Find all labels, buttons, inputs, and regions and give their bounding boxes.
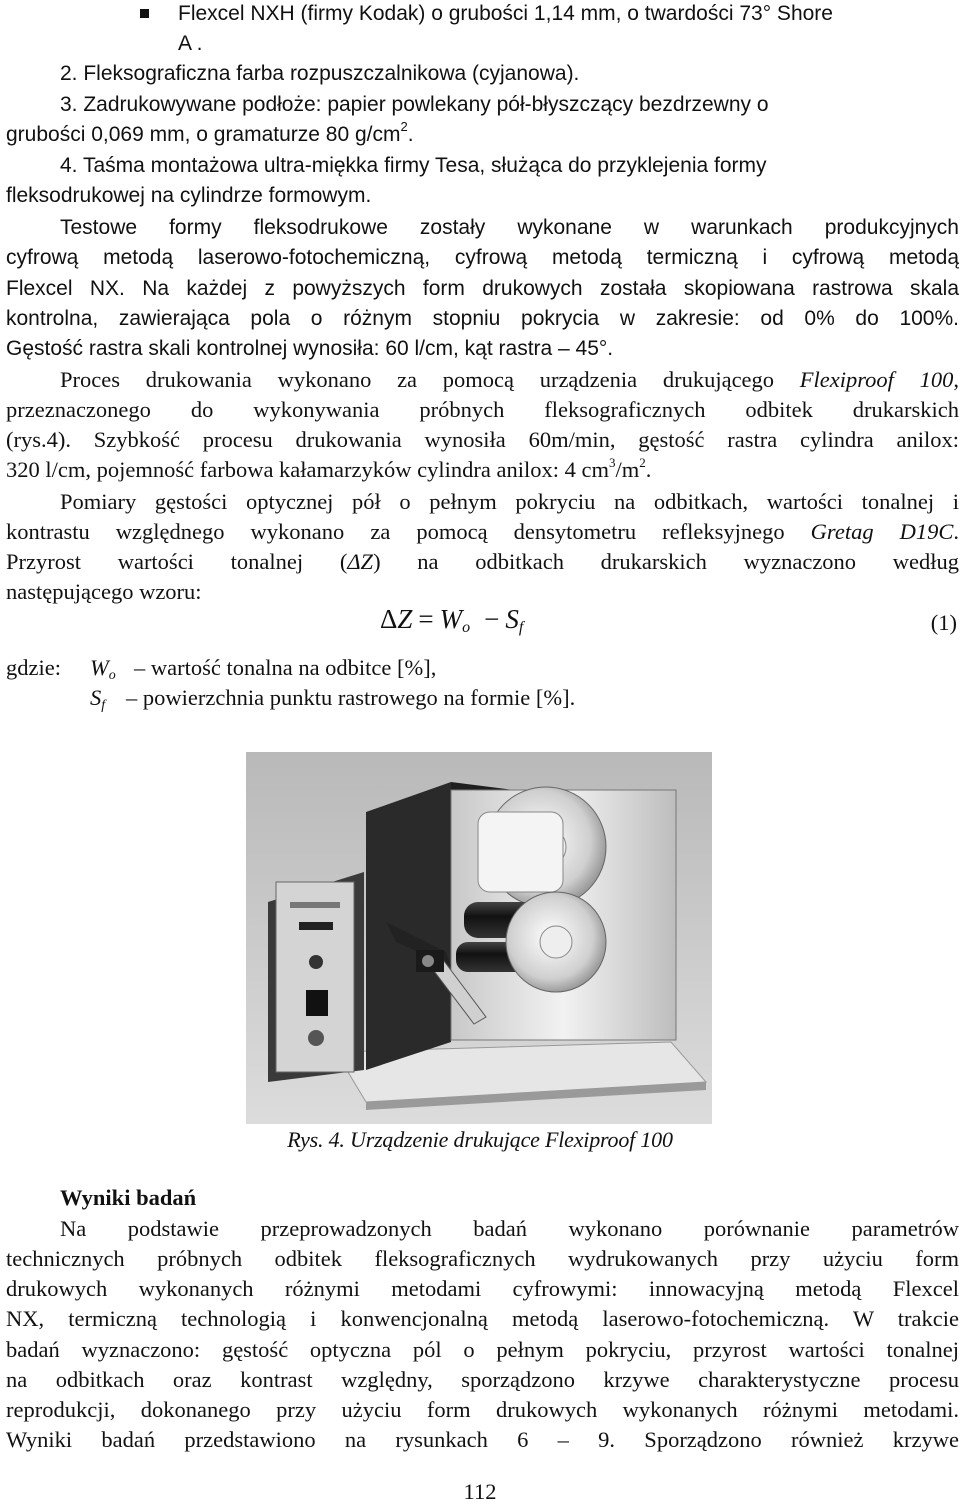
paragraph-line: na odbitkach oraz kontrast względny, sporządzono krzywe charakterystyczne procesu	[6, 1367, 959, 1392]
paragraph-line: 320 l/cm, pojemność farbowa kałamarzyków cylindra anilox: 4 $cm^3/m^2$.	[6, 455, 652, 482]
paragraph-line: (rys.4). Szybkość procesu drukowania wynosiła 60m/min, gęstość rastra cylindra anilox:	[6, 427, 959, 452]
paragraph-line: Na podstawie przeprowadzonych badań wykonano porównanie parametrów	[60, 1216, 959, 1241]
paragraph-line: Pomiary gęstości optycznej pół o pełnym pokryciu na odbitkach, wartości tonalnej i	[60, 489, 959, 514]
paragraph-line: Przyrost wartości tonalnej (ΔZ) na odbitkach drukarskich wyznaczono według	[6, 549, 960, 574]
paragraph-line: badań wyznaczono: gęstość optyczna pól o pełnym pokryciu, przyrost wartości tonalnej	[6, 1337, 959, 1362]
paragraph-line: następującego wzoru:	[6, 579, 202, 604]
square-bullet-icon	[140, 9, 149, 18]
paragraph-line: NX, termiczną technologią i konwencjonalną metodą laserowo-fotochemiczną. W trakcie	[6, 1306, 959, 1331]
definition-line: gdzie: $W_o$ – wartość tonalna na odbitce [%],	[6, 655, 437, 683]
paragraph-line: reprodukcji, dokonanego przy użyciu form drukowych wykonanych różnymi metodami.	[6, 1397, 959, 1422]
list-item: grubości 0,069 mm, o gramaturze 80 $g/cm^2$.	[6, 119, 414, 146]
paragraph-line: Wyniki badań przedstawiono na rysunkach 6 – 9. Sporządzono również krzywe	[6, 1427, 959, 1452]
bullet-item-line: A .	[178, 32, 203, 55]
figure-caption: Rys. 4. Urządzenie drukujące Flexiproof 100	[287, 1127, 673, 1152]
paragraph-line: kontrolna, zawierająca pola o różnym stopniu pokrycia w zakresie: od 0% do 100%.	[6, 307, 959, 330]
list-item: 3. Zadrukowywane podłoże: papier powlekany pół-błyszczący bezdrzewny o	[60, 93, 769, 116]
paragraph-line: technicznych próbnych odbitek fleksograficznych wydrukowanych przy użyciu form	[6, 1246, 959, 1271]
bullet-item-line: Flexcel NXH (firmy Kodak) o grubości 1,14 mm, o twardości 73° Shore	[6, 0, 959, 29]
section-heading: Wyniki badań	[60, 1185, 197, 1210]
list-item: fleksodrukowej na cylindrze formowym.	[6, 184, 372, 207]
paragraph-line: Proces drukowania wykonano za pomocą urządzenia drukującego Flexiproof 100,	[60, 367, 959, 392]
page-number: 112	[463, 1479, 497, 1504]
flexiproof-device-photo	[246, 752, 712, 1124]
equation-number: (1)	[930, 610, 957, 635]
paragraph-line: Gęstość rastra skali kontrolnej wynosiła: 60 l/cm, kąt rastra – 45°.	[6, 337, 614, 360]
paragraph-line: przeznaczonego do wykonywania próbnych fleksograficznych odbitek drukarskich	[6, 397, 959, 422]
paragraph-line: drukowych wykonanych różnymi metodami cyfrowymi: innowacyjną metodą Flexcel	[6, 1276, 959, 1301]
paragraph-line: cyfrową metodą laserowo-fotochemiczną, cyfrową metodą termiczną i cyfrową metodą	[6, 246, 959, 269]
paragraph-line: Flexcel NX. Na każdej z powyższych form drukowych została skopiowana rastrowa skala	[6, 277, 959, 300]
paragraph-line: Testowe formy fleksodrukowe zostały wykonane w warunkach produkcyjnych	[60, 216, 959, 239]
formula: $\Delta Z = W_o - S_f$	[380, 604, 524, 636]
paragraph-line: kontrastu względnego wykonano za pomocą densytometru refleksyjnego Gretag D19C.	[6, 519, 960, 544]
list-item: 2. Fleksograficzna farba rozpuszczalnikowa (cyjanowa).	[60, 62, 580, 85]
list-item: 4. Taśma montażowa ultra-miękka firmy Tesa, służąca do przyklejenia formy	[60, 154, 767, 177]
